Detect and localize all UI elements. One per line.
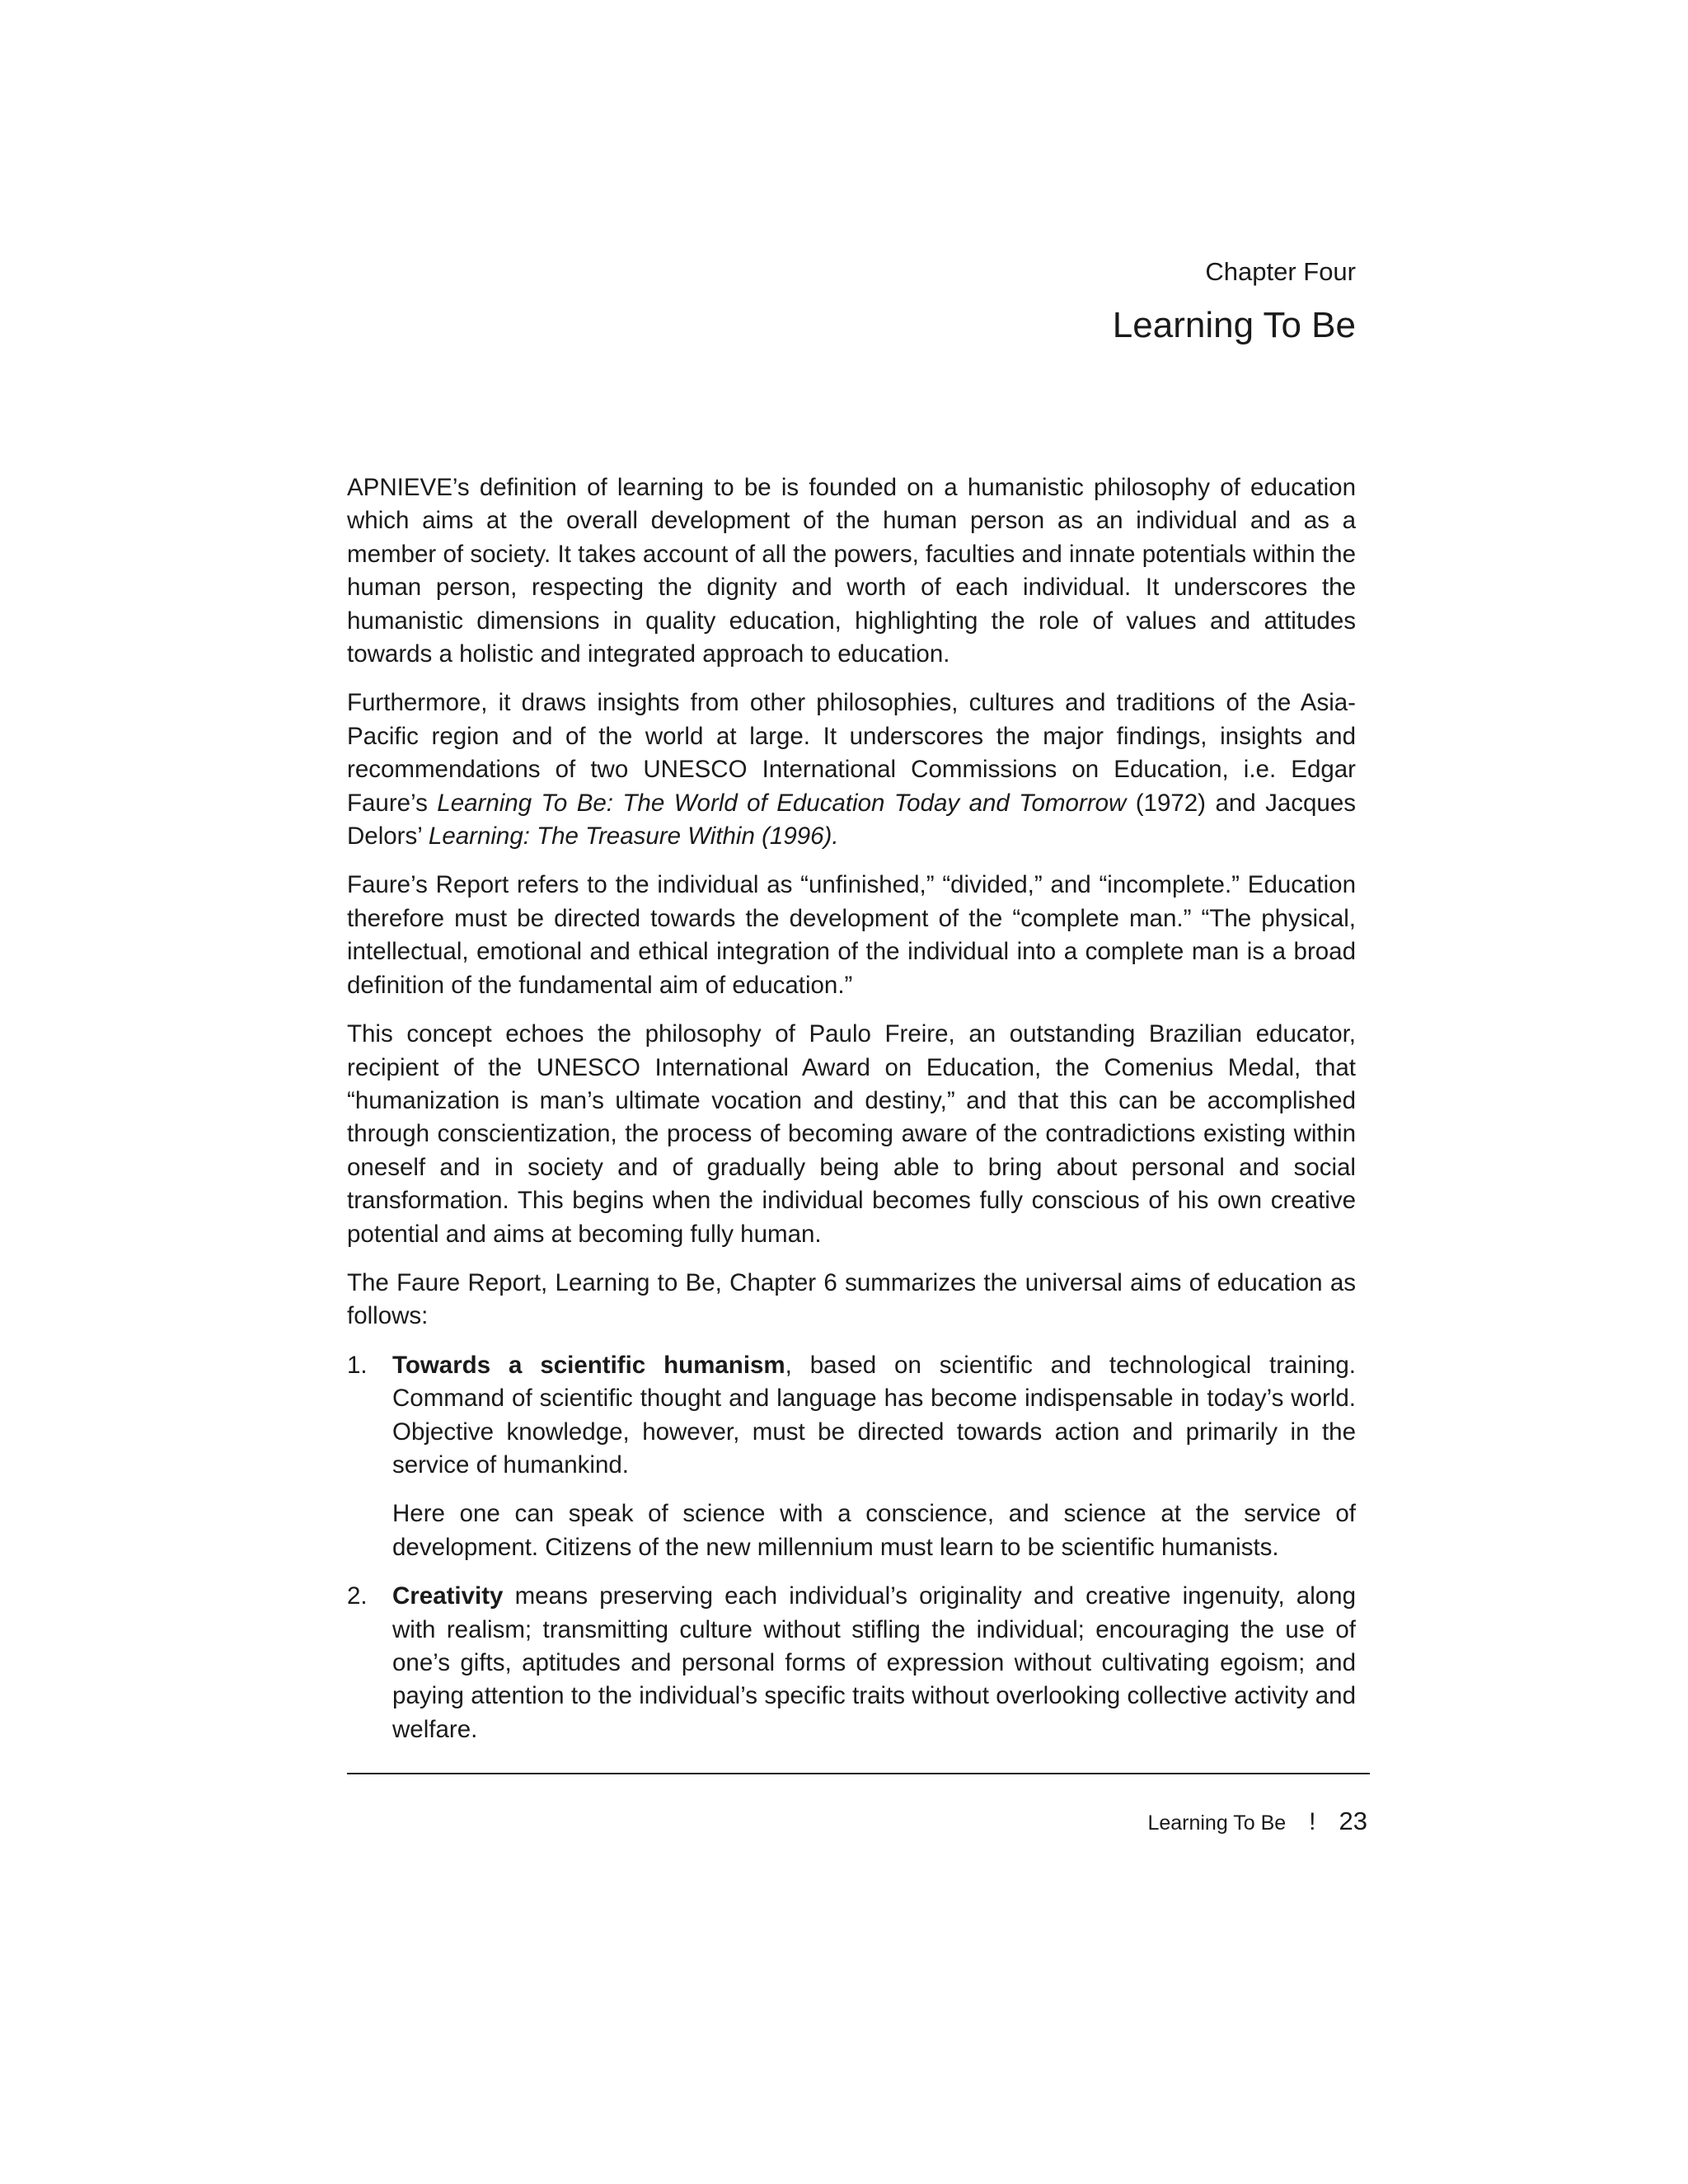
page-footer (1147, 1807, 1367, 1836)
page-number: 23 (1339, 1807, 1367, 1835)
list-item (347, 1349, 1356, 1564)
list-item-text (392, 1580, 1356, 1746)
list-item-heading: Towards a scientific humanism (392, 1351, 785, 1379)
book-title-learning-to-be: Learning To Be: The World of Education Today and Tomorrow (437, 789, 1127, 817)
aims-list (347, 1349, 1356, 1746)
list-item-text (392, 1349, 1356, 1483)
book-title-treasure-within: Learning: The Treasure Within (1996). (428, 823, 839, 851)
paragraph-paulo-freire: This concept echoes the philosophy of Paulo Freire, an outstanding Brazilian educator, recipient of the UNESCO International Award on Education, the Comenius Medal, that “humanization is man’s ultimate vocation and destiny,” and that this can be accomplished through conscientization, the process of becoming aware of the contradictions existing within oneself and in society and of gradually being able to bring about personal and social transformation. This begins when the individual becomes fully conscious of his own creative potential and aims at becoming fully human. (347, 1020, 1356, 1248)
footer-title: Learning To Be (1147, 1811, 1287, 1835)
list-item-body: , based on scientific and technological training. Command of scientific thought and language has become indispensable in today’s world. Objective knowledge, however, must be directed towards action and primarily in the service of humankind. (392, 1351, 1356, 1479)
list-item-heading: Creativity (392, 1582, 504, 1610)
footer-separator: ! (1309, 1808, 1316, 1835)
paragraph-insights-text-2: (1972) and Jacques Delors’ (347, 789, 1356, 851)
paragraph-insights (347, 687, 1356, 853)
paragraph-insights-text-1: Furthermore, it draws insights from other philosophies, cultures and traditions of the Asia-Pacific region and of the world at large. It underscores the major findings, insights and recommendations of two UNESCO International Commissions on Education, i.e. Edgar Faure’s (347, 689, 1356, 817)
list-item-subparagraph: Here one can speak of science with a conscience, and science at the service of development. Citizens of the new millennium must learn to be scientific humanists. (392, 1500, 1356, 1561)
paragraph-apnieve-definition: APNIEVE’s definition of learning to be is founded on a humanistic philosophy of education which aims at the overall development of the human person as an individual and as a member of society. It takes account of all the powers, faculties and innate potentials within the human person, respecting the dignity and worth of each individual. It underscores the humanistic dimensions in quality education, highlighting the role of values and attitudes towards a holistic and integrated approach to education. (347, 474, 1356, 668)
body-text (347, 471, 1356, 1762)
footer-divider (347, 1773, 1370, 1774)
chapter-title: Learning To Be (1112, 305, 1356, 345)
list-item (347, 1580, 1356, 1746)
paragraph-universal-aims: The Faure Report, Learning to Be, Chapter 6 summarizes the universal aims of education as follows: (347, 1268, 1356, 1330)
chapter-label: Chapter Four (1205, 257, 1356, 286)
list-item-body: means preserving each individual’s originality and creative ingenuity, along with realism; transmitting culture without stifling the individual; encouraging the use of one’s gifts, aptitudes and personal forms of expression without cultivating egoism; and paying attention to the individual’s specific traits without overlooking collective activity and welfare. (392, 1582, 1356, 1743)
paragraph-faure-report: Faure’s Report refers to the individual as “unfinished,” “divided,” and “incomplete.” Education therefore must be directed towards the development of the “complete man.” “The physical, intellectual, emotional and ethical integration of the individual into a complete man is a broad definition of the fundamental aim of education.” (347, 871, 1356, 999)
list-item-number: 2. (347, 1582, 368, 1610)
list-item-number: 1. (347, 1351, 368, 1379)
